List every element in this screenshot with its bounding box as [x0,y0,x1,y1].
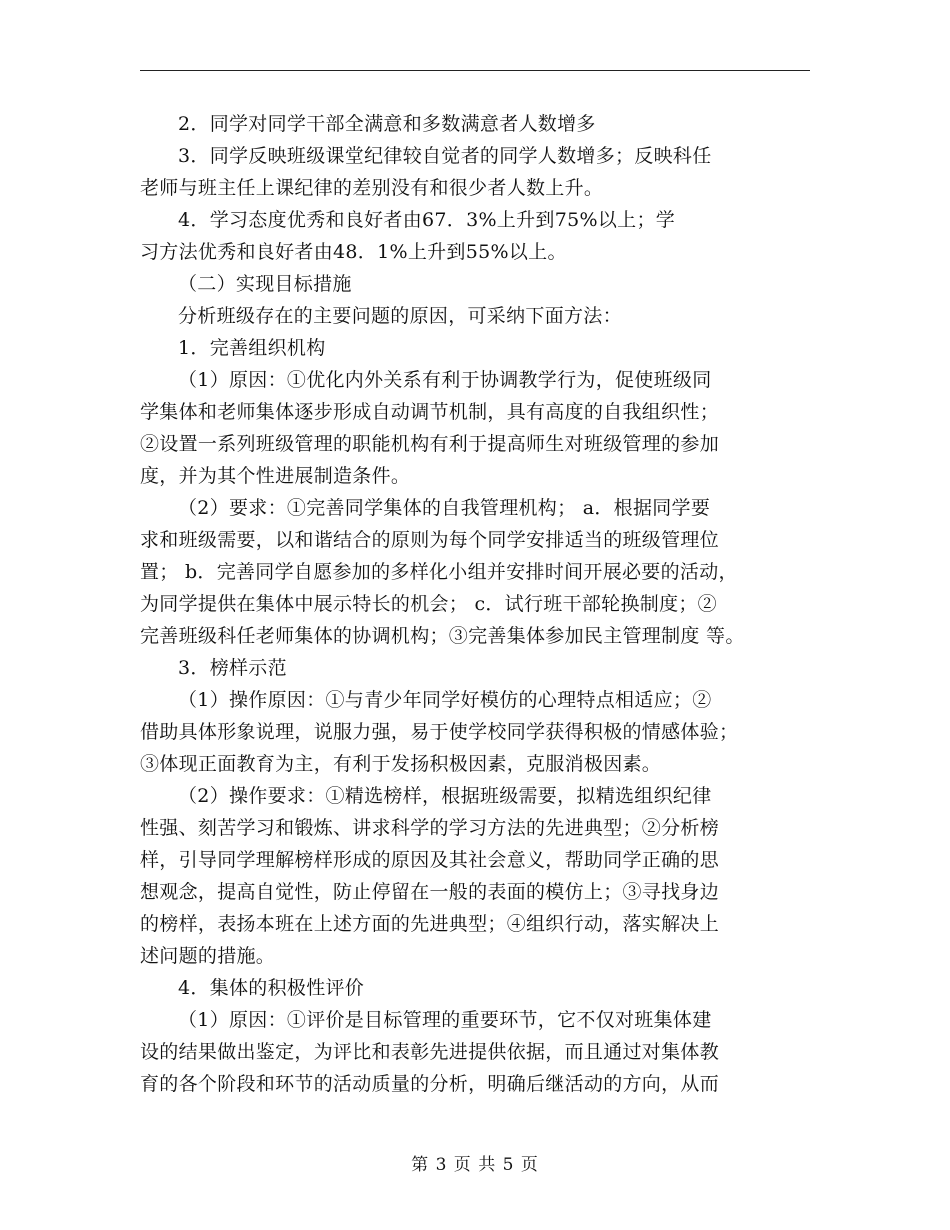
text-line: 完善班级科任老师集体的协调机构；③完善集体参加民主管理制度 等。 [140,625,745,647]
text-line: 设的结果做出鉴定，为评比和表彰先进提供依据，而且通过对集体教 [140,1041,720,1063]
text-line: 述问题的措施。 [140,945,276,967]
text-line: 样，引导同学理解榜样形成的原因及其社会意义，帮助同学正确的思 [140,849,720,871]
text-line: 老师与班主任上课纪律的差别没有和很少者人数上升。 [140,177,604,199]
text-line: 4．学习态度优秀和良好者由67．3%上升到75%以上；学 [178,209,676,231]
text-line: 度，并为其个性进展制造条件。 [140,465,411,487]
text-line: 求和班级需要，以和谐结合的原则为每个同学安排适当的班级管理位 [140,529,720,551]
text-line: （二）实现目标措施 [178,273,352,295]
document-body [140,108,820,1100]
text-line: 置； b．完善同学自愿参加的多样化小组并安排时间开展必要的活动， [140,561,738,583]
text-line: ③体现正面教育为主，有利于发扬积极因素，克服消极因素。 [140,753,662,775]
text-line: 4．集体的积极性评价 [178,977,365,999]
text-line: 2．同学对同学干部全满意和多数满意者人数增多 [178,113,596,135]
text-line: （1）操作原因：①与青少年同学好模仿的心理特点相适应；② [178,689,712,711]
text-line: 1．完善组织机构 [178,337,326,359]
text-line: ②设置一系列班级管理的职能机构有利于提高师生对班级管理的参加 [140,433,720,455]
text-line: （2）操作要求：①精选榜样，根据班级需要，拟精选组织纪律 [178,785,712,807]
page-footer: 第 3 页 共 5 页 [411,1155,539,1175]
header-rule [140,70,810,71]
text-line: 育的各个阶段和环节的活动质量的分析，明确后继活动的方向，从而 [140,1073,720,1095]
text-line: 分析班级存在的主要问题的原因，可采纳下面方法： [178,305,622,327]
text-line: 3．榜样示范 [178,657,287,679]
text-line: 借助具体形象说理，说服力强，易于使学校同学获得积极的情感体验； [140,721,739,743]
text-line: 的榜样，表扬本班在上述方面的先进典型；④组织行动，落实解决上 [140,913,720,935]
text-line: （1）原因：①优化内外关系有利于协调教学行为，促使班级同 [178,369,712,391]
text-line: 习方法优秀和良好者由48．1%上升到55%以上。 [140,241,567,263]
text-line: 3．同学反映班级课堂纪律较自觉者的同学人数增多；反映科任 [178,145,712,167]
text-line: 性强、刻苦学习和锻炼、讲求科学的学习方法的先进典型；②分析榜 [140,817,720,839]
text-line: 为同学提供在集体中展示特长的机会； c．试行班干部轮换制度；② [140,593,717,615]
text-line: （2）要求：①完善同学集体的自我管理机构； a．根据同学要 [178,497,711,519]
text-line: 学集体和老师集体逐步形成自动调节机制，具有高度的自我组织性； [140,401,720,423]
text-line: 想观念，提高自觉性，防止停留在一般的表面的模仿上；③寻找身边 [140,881,720,903]
text-line: （1）原因：①评价是目标管理的重要环节，它不仅对班集体建 [178,1009,712,1031]
